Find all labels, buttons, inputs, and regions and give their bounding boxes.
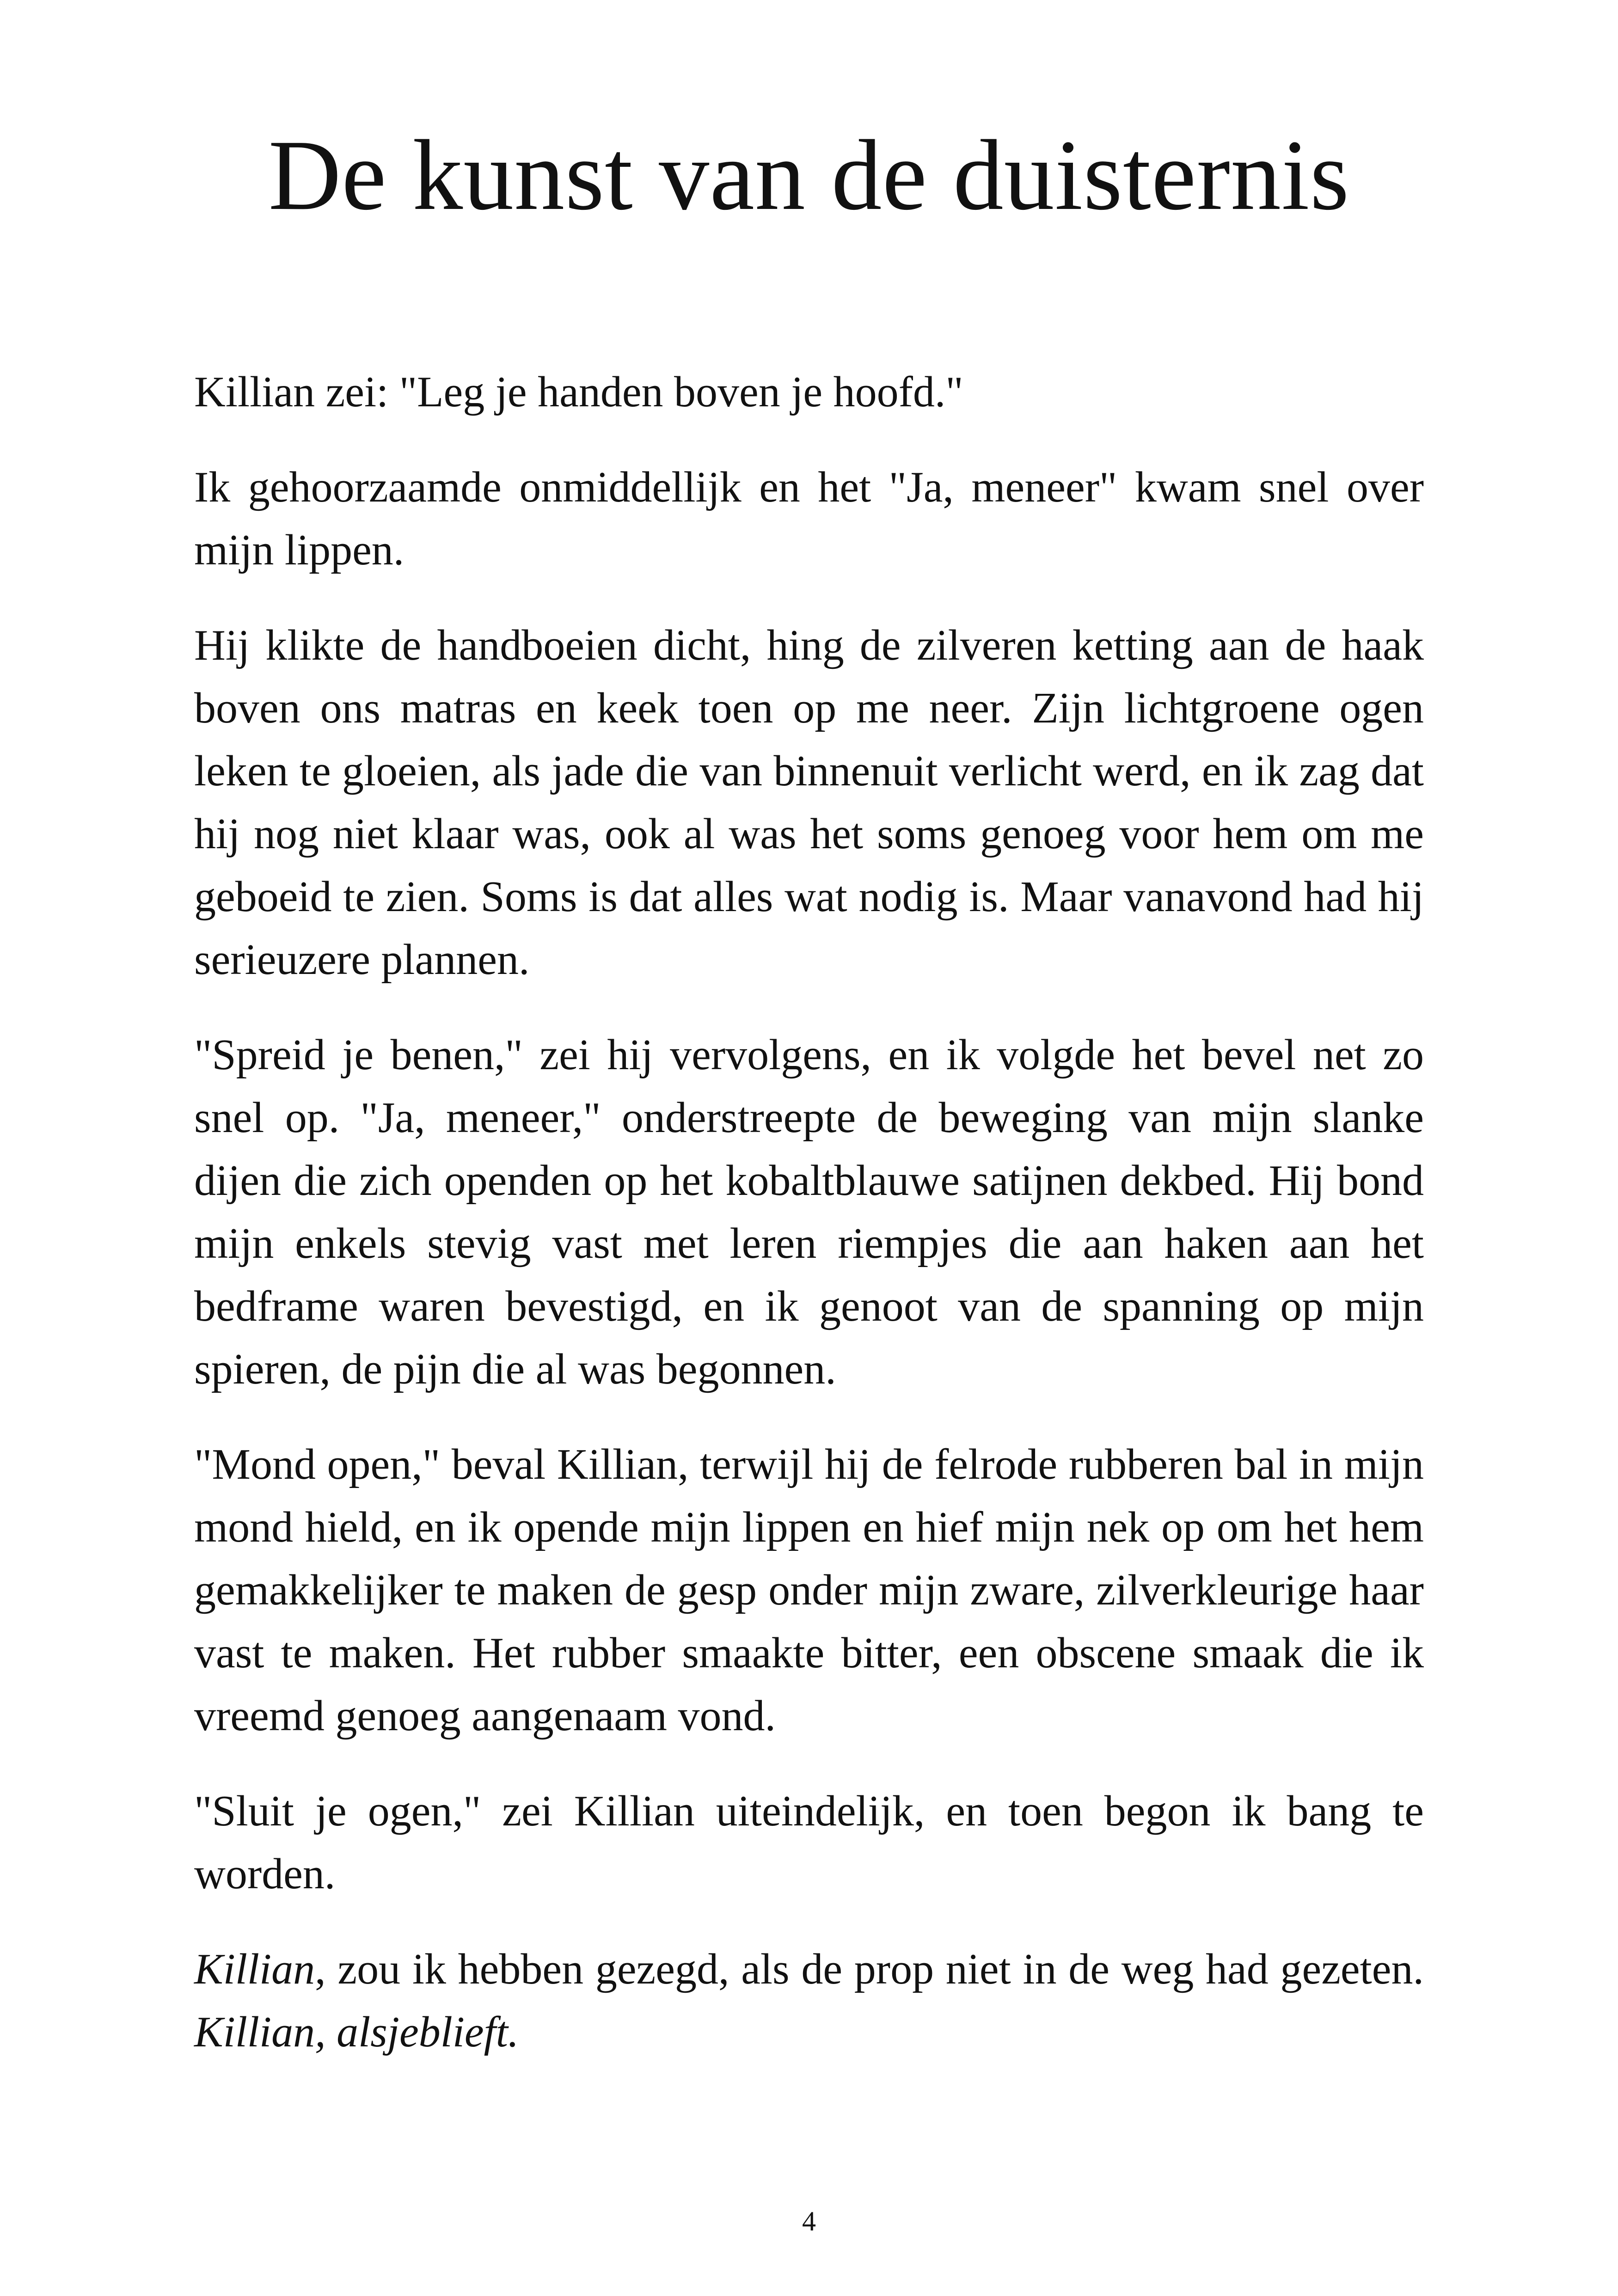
chapter-body (194, 361, 1424, 2063)
paragraph-text: , zou ik hebben gezegd, als de prop niet in de weg had gezeten. (315, 1945, 1424, 1993)
paragraph: "Sluit je ogen," zei Killian uiteindelijk, en toen begon ik bang te worden. (194, 1787, 1424, 1898)
italic-name: Killian (194, 1945, 315, 1993)
paragraph: Killian zei: "Leg je handen boven je hoofd." (194, 368, 963, 416)
paragraph: "Spreid je benen," zei hij vervolgens, en ik volgde het bevel net zo snel op. "Ja, meneer," onderstreepte de beweging van mijn slanke dijen die zich openden op het kobaltblauwe satijnen dekbed. Hij bond mijn enkels stevig vast met leren riempjes die aan haken aan het bedframe waren bevestigd, en ik genoot van de spanning op mijn spieren, de pijn die al was begonnen. (194, 1031, 1424, 1393)
paragraph: Ik gehoorzaamde onmiddellijk en het "Ja, meneer" kwam snel over mijn lippen. (194, 463, 1424, 574)
paragraph: Hij klikte de handboeien dicht, hing de zilveren ketting aan de haak boven ons matras en keek toen op me neer. Zijn lichtgroene ogen leken te gloeien, als jade die van binnenuit verlicht werd, en ik zag dat hij nog niet klaar was, ook al was het soms genoeg voor hem om me geboeid te zien. Soms is dat alles wat nodig is. Maar vanavond had hij serieuzere plannen. (194, 621, 1424, 984)
italic-plea: Killian, alsjeblieft. (194, 2008, 519, 2056)
page-number: 4 (802, 2206, 816, 2236)
chapter-title: De kunst van de duisternis (268, 120, 1350, 231)
final-paragraph (194, 1938, 1424, 2063)
paragraph: "Mond open," beval Killian, terwijl hij de felrode rubberen bal in mijn mond hield, en ik opende mijn lippen en hief mijn nek op om het hem gemakkelijker te maken de gesp onder mijn zware, zilverkleurige haar vast te maken. Het rubber smaakte bitter, een obscene smaak die ik vreemd genoeg aangenaam vond. (194, 1440, 1424, 1740)
